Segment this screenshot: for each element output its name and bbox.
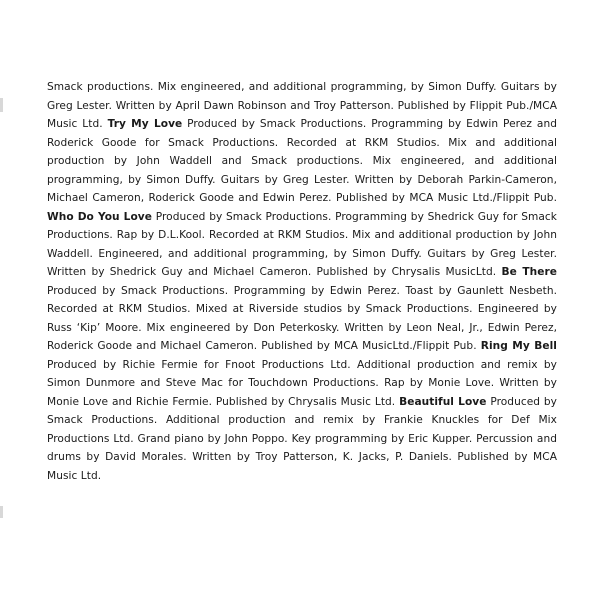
credits-text	[47, 78, 557, 485]
left-edge-mark	[0, 506, 3, 518]
credits-segment: Produced by Smack Productions. Programming by Shedrick Guy for Smack Productions. Rap by D.L.Kool. Recorded at RKM Studios. Mix and additional production by John Waddell. Engineered, and additional programming, by Simon Duffy. Guitars by Greg Lester. Written by Shedrick Guy and Michael Cameron. Published by Chrysalis MusicLtd.	[47, 210, 557, 278]
track-title-ring-my-bell: Ring My Bell	[480, 340, 557, 352]
credits-segment: Produced by Richie Fermie for Fnoot Productions Ltd. Additional production and remix by Simon Dunmore and Steve Mac for Touchdown Productions. Rap by Monie Love. Written by Monie Love and Richie Fermie. Published by Chrysalis Music Ltd.	[47, 358, 557, 408]
track-title-be-there: Be There	[501, 266, 557, 278]
track-title-beautiful-love: Beautiful Love	[399, 395, 487, 408]
credits-segment: Produced by Smack Productions. Additional production and remix by Frankie Knuckles for Def Mix Productions Ltd. Grand piano by John Poppo. Key programming by Eric Kupper. Percussion and drums by David Morales. Written by Troy Patterson, K. Jacks, P. Daniels. Published by MCA Music Ltd.	[47, 395, 558, 482]
credits-segment: Produced by Smack Productions. Programming by Edwin Perez. Toast by Gaunlett Nesbeth. Recorded at RKM Studios. Mixed at Riverside studios by Smack Productions. Engineered by Russ ‘Kip’ Moore. Mix engineered by Don Peterkosky. Written by Leon Neal, Jr., Edwin Perez, Roderick Goode and Michael Cameron. Published by MCA MusicLtd./Flippit Pub.	[47, 284, 557, 352]
left-edge-mark	[0, 98, 3, 112]
credits-segment: Smack productions. Mix engineered, and additional programming, by Simon Duffy. Guitars by Greg Lester. Written by April Dawn Robinson and Troy Patterson. Published by Flippit Pub./MCA Music Ltd.	[47, 81, 557, 130]
track-title-who-do-you-love: Who Do You Love	[47, 210, 152, 223]
credits-segment: Produced by Smack Productions. Programming by Edwin Perez and Roderick Goode for Smack Productions. Recorded at RKM Studios. Mix and additional production by John Waddell and Smack productions. Mix engineered, and additional programming, by Simon Duffy. Guitars by Greg Lester. Written by Deborah Parkin-Cameron, Michael Cameron, Roderick Goode and Edwin Perez. Published by MCA Music Ltd./Flippit Pub.	[47, 118, 558, 204]
track-title-try-my-love: Try My Love	[107, 118, 183, 130]
